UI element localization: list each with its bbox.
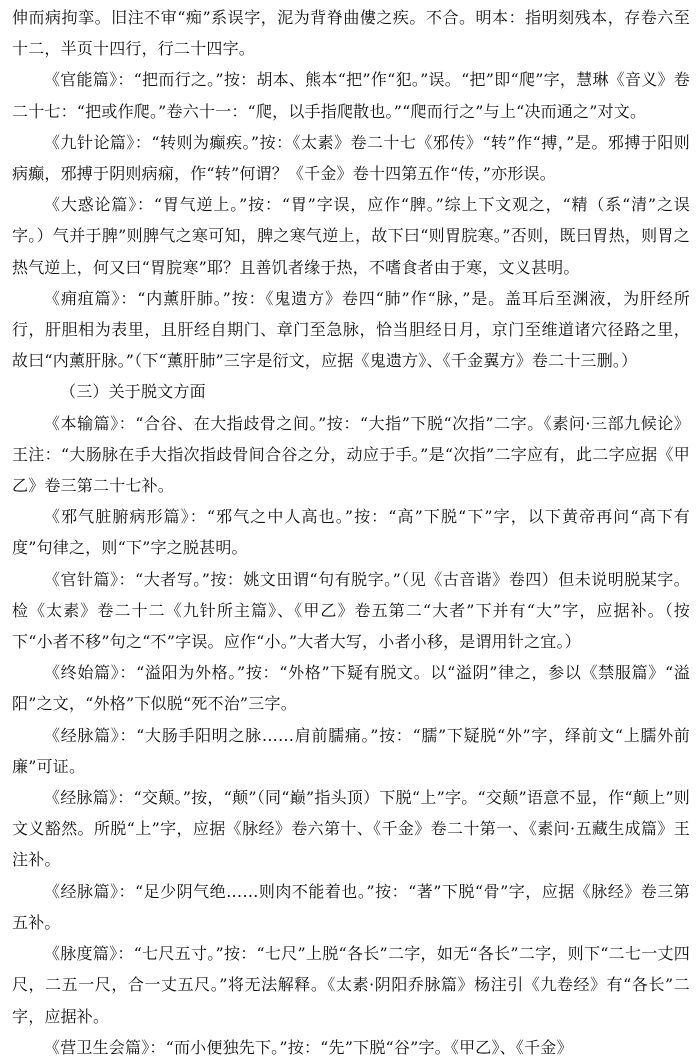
paragraph: 《官针篇》：“大者写。”按：姚文田谓“句有脱字。”（见《古音谐》卷四）但未说明脱某字。检《太素》卷二十二《九针所主篇》、《甲乙》卷五第二“大者”下并有“大”字，应据补。（按下“小者不移”句之“不”字误。应作“小。”大者大写，小者小移，是谓用针之宜。） (12, 569, 690, 652)
paragraph: 《脉度篇》：“七尺五寸。”按：“七尺”上脱“各长”二字，如无“各长”二字，则下“二七一丈四尺，二五一尺，合一丈五尺。”将无法解释。《太素·阴阳乔脉篇》杨注引《九卷经》有“各长”二字，应据补。 (12, 944, 690, 1026)
paragraph: 伸而病拘挛。旧注不审“痴”系误字，泥为背脊曲僂之疾。不合。明本：指明刻残本，存卷六至十二，半页十四行，行二十四字。 (12, 8, 690, 59)
paragraph: 《营卫生会篇》：“而小便独先下。”按：“先”下脱“谷”字。《甲乙》、《千金》 (44, 1037, 573, 1057)
paragraph: 《痈疽篇》：“内薰肝肺。”按：《鬼遗方》卷四“肺”作“脉，”是。盖耳后至渊液，为肝经所行，肝胆相为表里，且肝经自期门、章门至急脉，恰当胆经日月，京门至维道诸穴径路之里，故曰“内薰肝脉。”（下“薰肝肺”三字是衍文，应据《鬼遗方》、《千金翼方》卷二十三删。） (12, 288, 690, 371)
section-heading: （三）关于脱文方面 (60, 382, 206, 402)
paragraph: 《大惑论篇》：“胃气逆上。”按：“胃”字误，应作“脾。”综上下文观之，“精（系“清”之误字。）气并于脾”则脾气之寒可知，脾之寒气逆上，故下曰“则胃脘寒。”否则，既曰胃热，则胃之热气逆上，何又曰“胃脘寒”耶？且善饥者缘于热，不嗜食者由于寒，文义甚明。 (12, 195, 690, 277)
paragraph: 《终始篇》：“溢阳为外格。”按：“外格”下疑有脱文。以“溢阴”律之，参以《禁服篇》“溢阳”之文，“外格”下似脱“死不治”三字。 (12, 663, 690, 714)
paragraph: 《经脉篇》：“交颠。”按，“颠”（同“巅”指头顶）下脱“上”字。“交颠”语意不显，作“颠上”则文义豁然。所脱“上”字，应据《脉经》卷六第十、《千金》卷二十第一、《素问·五藏生成篇》王注补。 (12, 788, 690, 870)
paragraph: 《官能篇》：“把而行之。”按：胡本、熊本“把”作“犯。”误。“把”即“爬”字，慧琳《音义》卷二十七：“把或作爬。”卷六十一：“爬，以手指爬散也。”“爬而行之”与上“决而通之”对文。 (12, 70, 690, 121)
paragraph: 《经脉篇》：“大肠手阳明之脉……肩前臑痛。”按：“臑”下疑脱“外”字，绎前文“上臑外前廉”可证。 (12, 725, 690, 776)
paragraph: 《经脉篇》：“足少阴气绝……则肉不能着也。”按：“著”下脱“骨”字，应据《脉经》卷三第五补。 (12, 881, 690, 932)
paragraph: 《邪气脏腑病形篇》：“邪气之中人高也。”按：“高”下脱“下”字，以下黄帝再问“高下有度”句律之，则“下”字之脱甚明。 (12, 507, 690, 558)
paragraph: 《本输篇》：“合谷、在大指歧骨之间。”按：“大指”下脱“次指”二字。《素问·三部九候论》王注：“大肠脉在手大指次指歧骨间合谷之分，动应于手。”是“次指”二字应有，此二字应据《甲乙》卷三第二十七补。 (12, 413, 690, 496)
paragraph: 《九针论篇》：“转则为癫疾。”按：《太素》卷二十七《邪传》“转”作“搏，”是。邪搏于阳则病癫，邪搏于阴则病痫，作“转”何谓？《千金》卷十四第五作“传，”亦形误。 (12, 132, 690, 184)
